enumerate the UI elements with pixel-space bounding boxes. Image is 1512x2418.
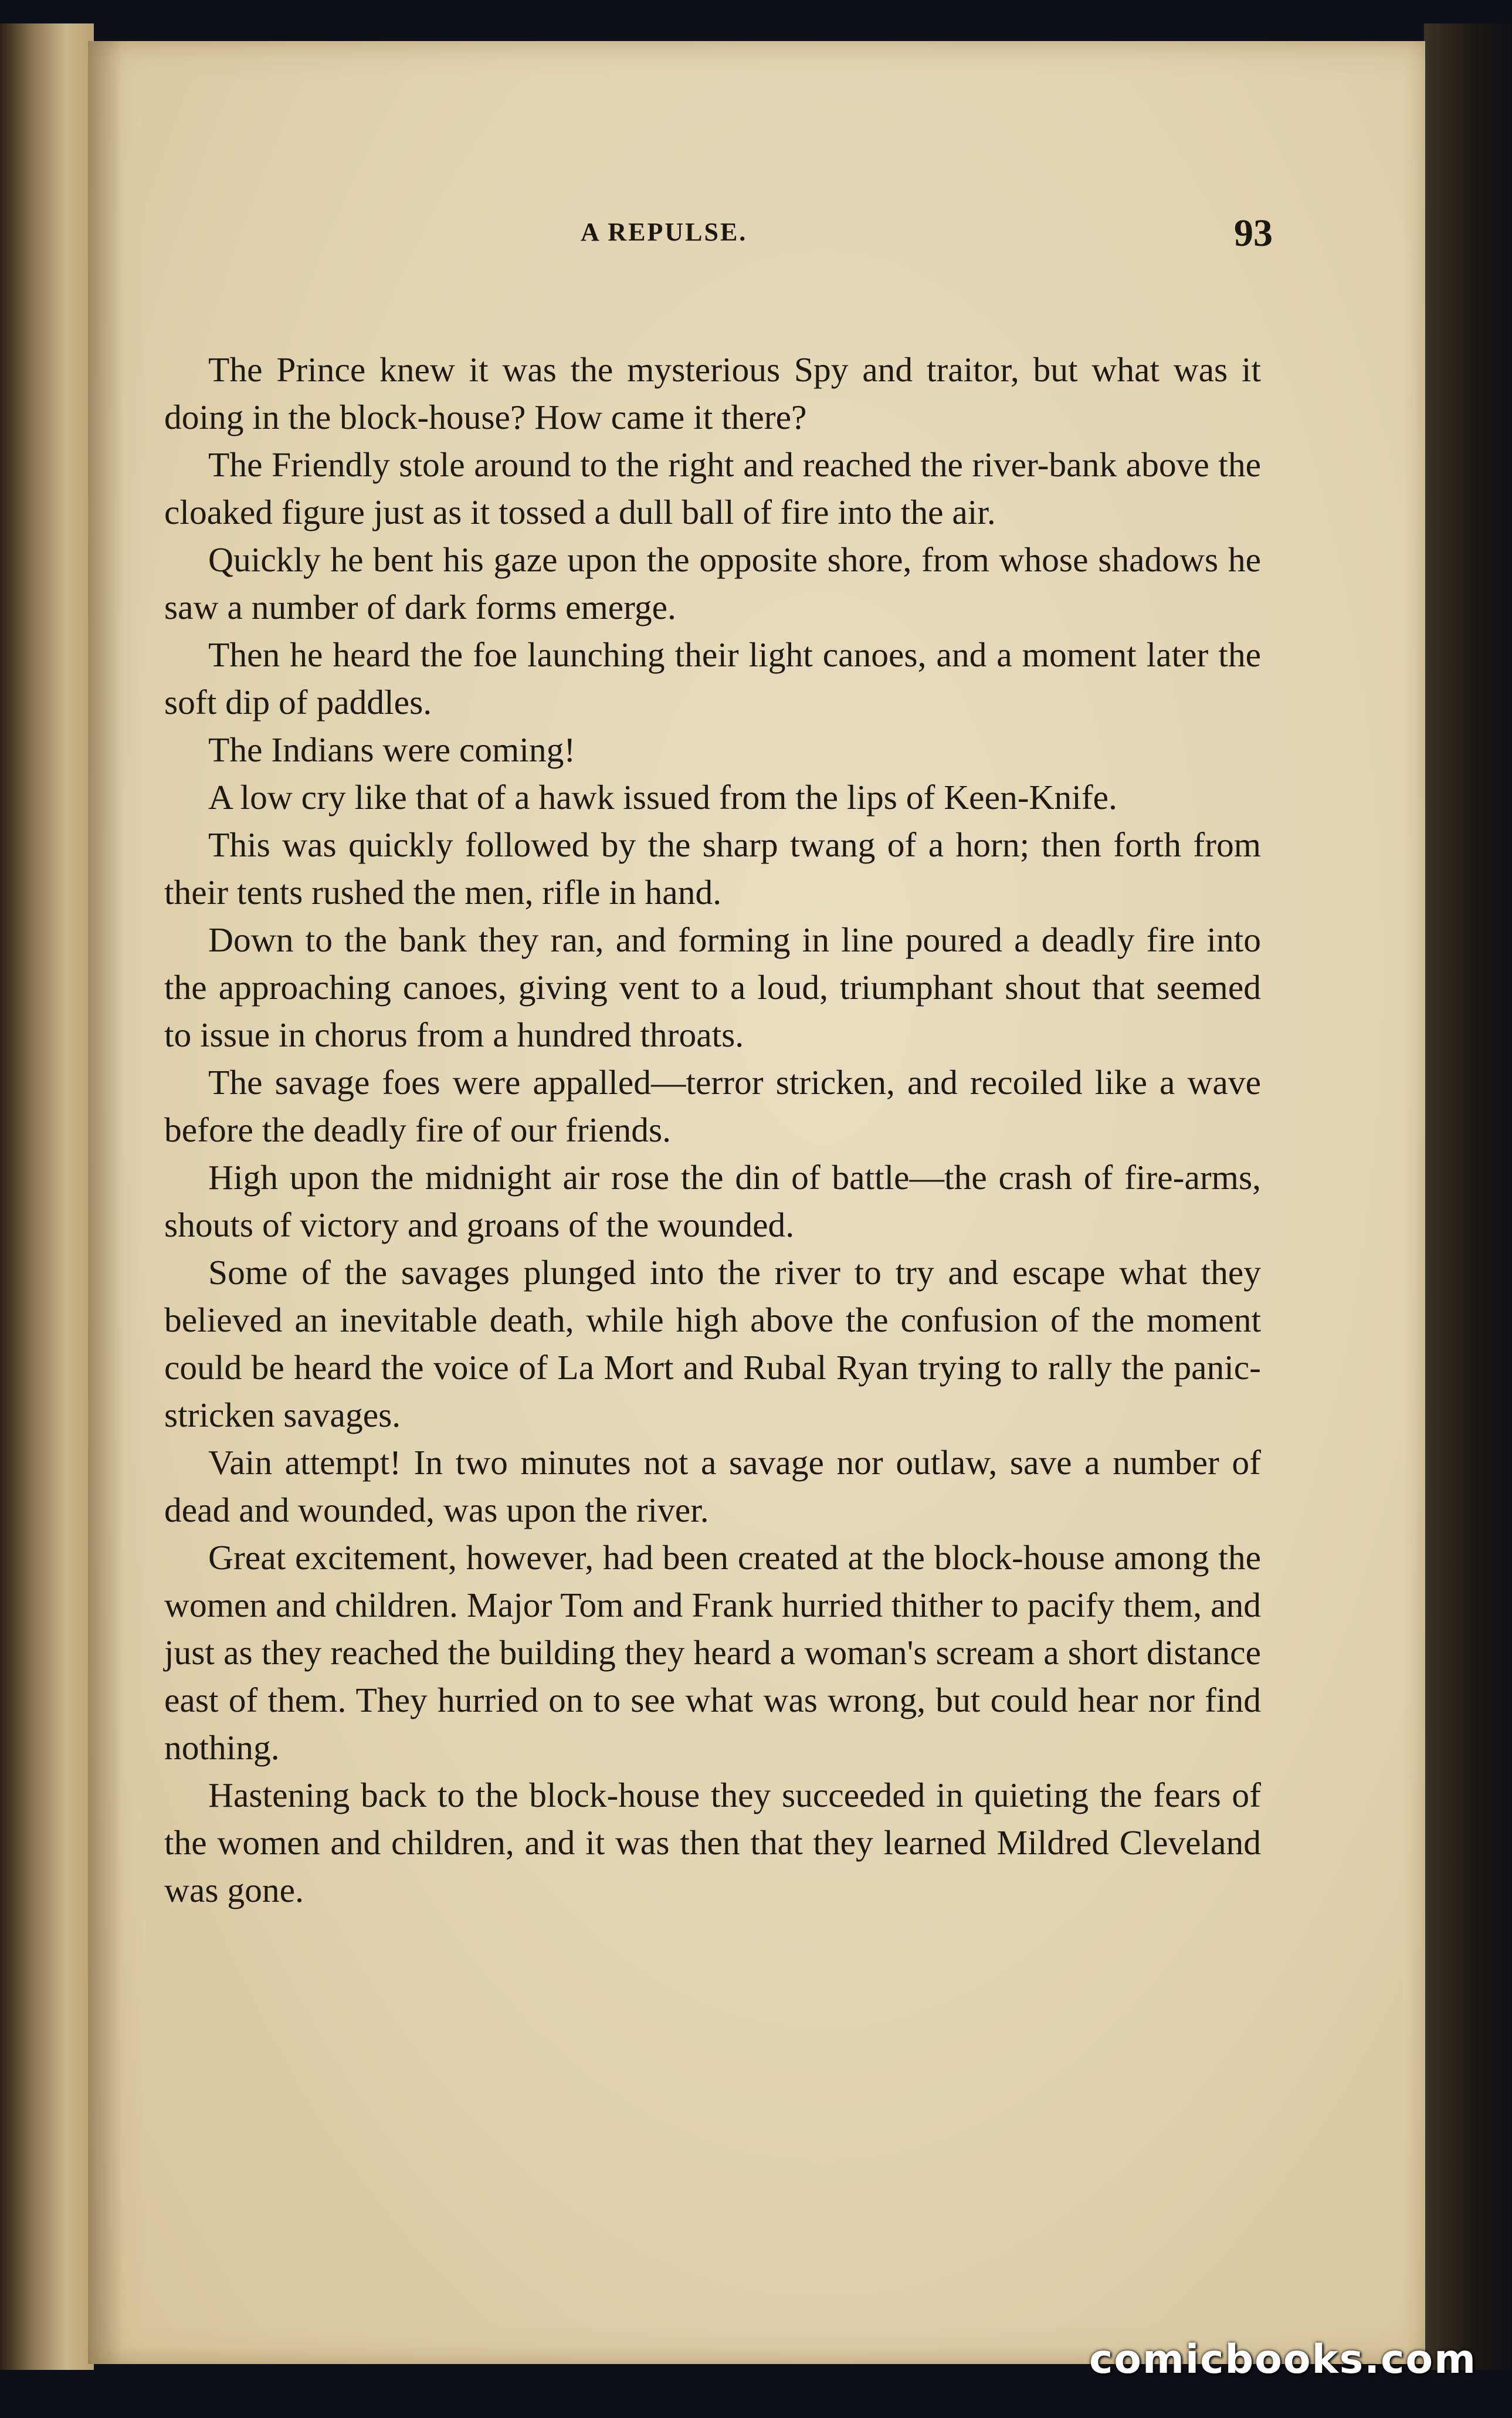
body-text [164, 346, 1261, 1914]
paragraph: The Friendly stole around to the right and reached the river-bank above the cloaked figure just as it tossed a dull ball of fire into the air. [164, 445, 1261, 531]
paragraph: The Prince knew it was the mysterious Spy and traitor, but what was it doing in the block-house? How came it there? [164, 350, 1261, 436]
book-spine-edge [0, 23, 94, 2370]
paragraph: Down to the bank they ran, and forming in line poured a deadly fire into the approaching canoes, giving vent to a loud, triumphant shout that seemed to issue in chorus from a hundred throats. [164, 920, 1261, 1054]
paragraph: Some of the savages plunged into the river to try and escape what they believed an inevitable death, while high above the confusion of the moment could be heard the voice of La Mort and Rubal Ryan trying to rally the panic-stricken savages. [164, 1253, 1261, 1434]
gutter-shadow [88, 41, 123, 2364]
scan-background-strip [1424, 23, 1512, 2370]
paragraph: The savage foes were appalled—terror stricken, and recoiled like a wave before the deadly fire of our friends. [164, 1063, 1261, 1149]
paragraph: A low cry like that of a hawk issued from the lips of Keen-Knife. [208, 778, 1117, 817]
paragraph: Quickly he bent his gaze upon the opposite shore, from whose shadows he saw a number of dark forms emerge. [164, 540, 1261, 626]
watermark: comicbooks.com [1089, 2336, 1477, 2383]
paragraph: High upon the midnight air rose the din of battle—the crash of fire-arms, shouts of victory and groans of the wounded. [164, 1158, 1261, 1244]
paragraph: Vain attempt! In two minutes not a savage nor outlaw, save a number of dead and wounded, was upon the river. [164, 1443, 1261, 1529]
running-title: A REPULSE. [581, 218, 748, 246]
paragraph: Hastening back to the block-house they succeeded in quieting the fears of the women and children, and it was then that they learned Mildred Cleveland was gone. [164, 1776, 1261, 1909]
paragraph: The Indians were coming! [208, 730, 576, 769]
paragraph: This was quickly followed by the sharp twang of a horn; then forth from their tents rushed the men, rifle in hand. [164, 825, 1261, 912]
page-header [88, 212, 1425, 264]
book-page [88, 41, 1425, 2364]
paragraph: Then he heard the foe launching their light canoes, and a moment later the soft dip of paddles. [164, 635, 1261, 722]
paragraph: Great excitement, however, had been created at the block-house among the women and children. Major Tom and Frank hurried thither to pacify them, and just as they reached the building they heard a woman's scream a short distance east of them. They hurried on to see what was wrong, but could hear nor find nothing. [164, 1538, 1261, 1767]
page-number: 93 [1234, 212, 1273, 255]
